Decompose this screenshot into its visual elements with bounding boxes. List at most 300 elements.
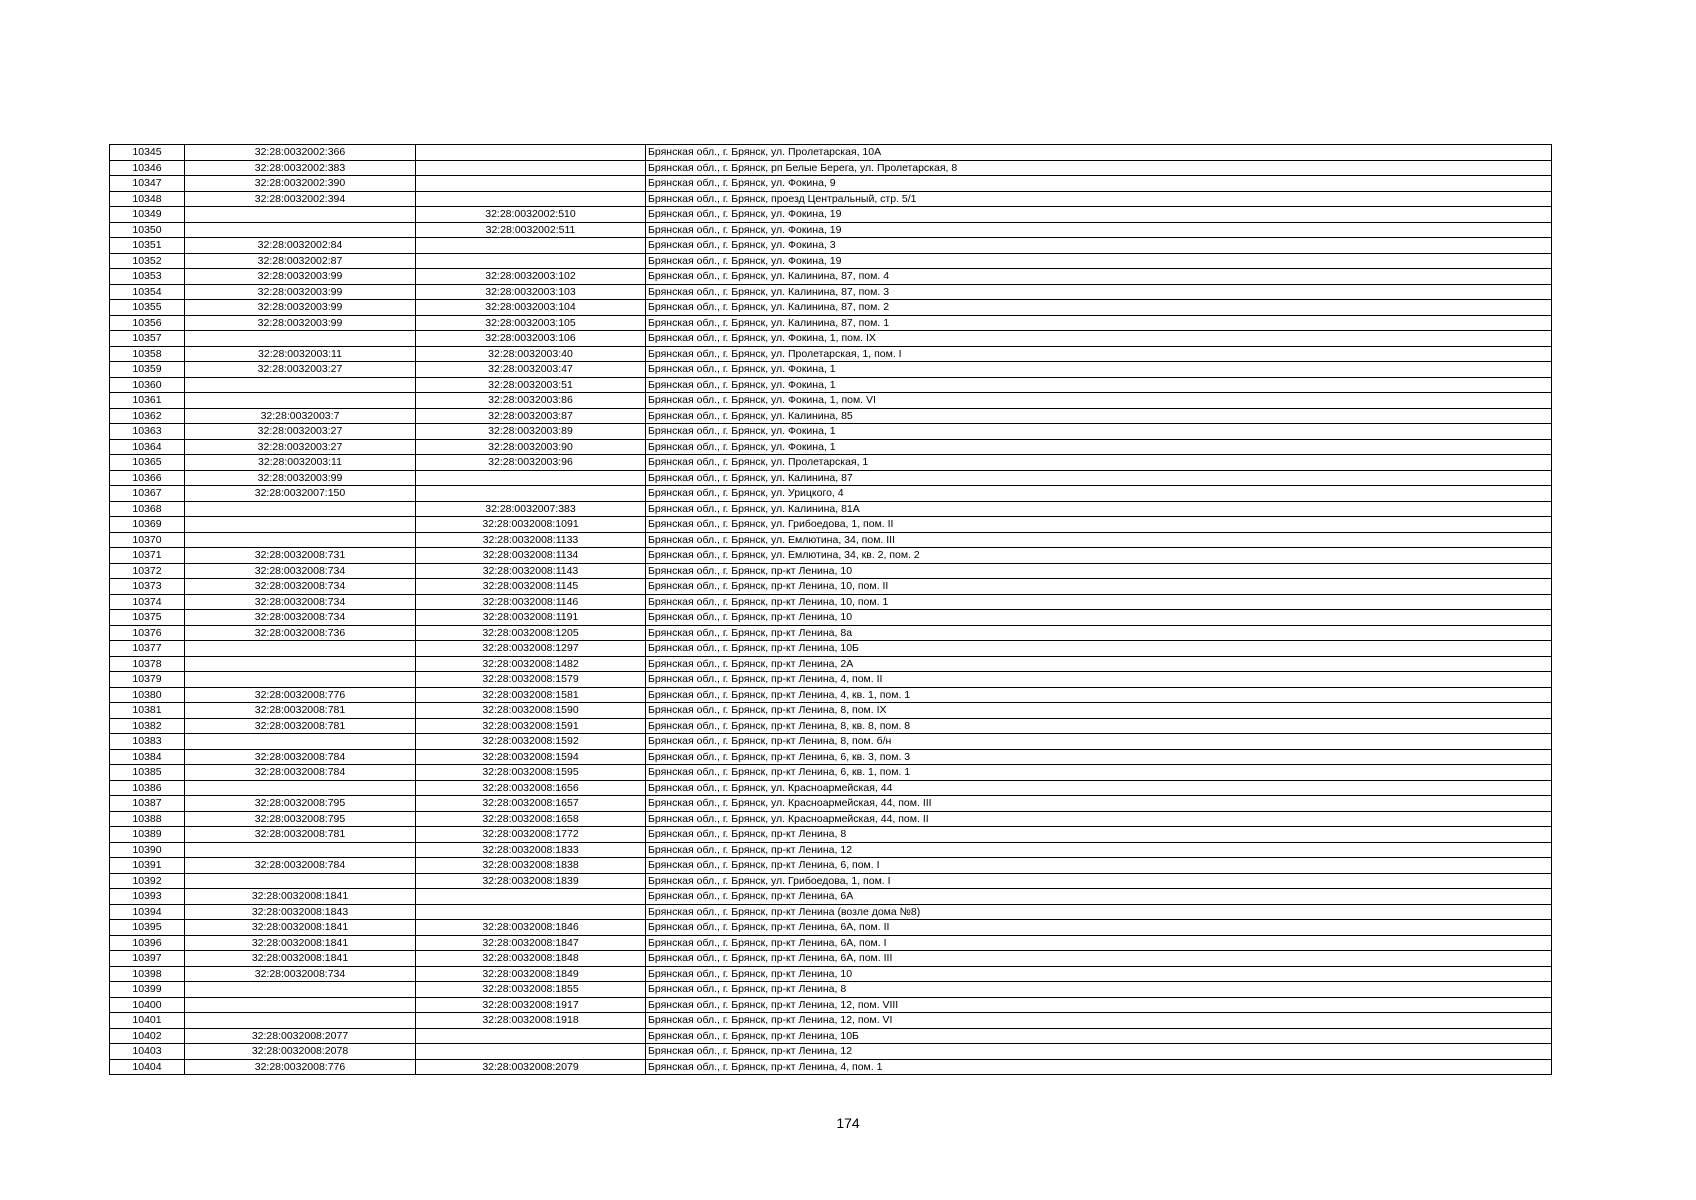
row-number-cell: 10358 xyxy=(110,346,185,362)
row-number-cell: 10352 xyxy=(110,253,185,269)
address-cell: Брянская обл., г. Брянск, ул. Емлютина, 34, пом. III xyxy=(646,532,1552,548)
row-number-cell: 10394 xyxy=(110,904,185,920)
table-row xyxy=(110,362,1552,378)
cadastral-number-cell: 32:28:0032008:734 xyxy=(185,610,416,626)
premises-cadastral-number-cell: 32:28:0032008:1594 xyxy=(416,749,646,765)
table-row xyxy=(110,408,1552,424)
table-row xyxy=(110,579,1552,595)
table-row xyxy=(110,904,1552,920)
table-row xyxy=(110,703,1552,719)
row-number-cell: 10367 xyxy=(110,486,185,502)
premises-cadastral-number-cell: 32:28:0032008:1656 xyxy=(416,780,646,796)
cadastral-number-cell: 32:28:0032008:776 xyxy=(185,1059,416,1075)
address-cell: Брянская обл., г. Брянск, пр-кт Ленина, 8 xyxy=(646,827,1552,843)
premises-cadastral-number-cell: 32:28:0032003:90 xyxy=(416,439,646,455)
cadastral-number-cell: 32:28:0032008:776 xyxy=(185,687,416,703)
cadastral-number-cell xyxy=(185,331,416,347)
premises-cadastral-number-cell xyxy=(416,191,646,207)
cadastral-number-cell: 32:28:0032007:150 xyxy=(185,486,416,502)
address-cell: Брянская обл., г. Брянск, пр-кт Ленина, 8, пом. б/н xyxy=(646,734,1552,750)
premises-cadastral-number-cell: 32:28:0032003:96 xyxy=(416,455,646,471)
cadastral-number-cell xyxy=(185,656,416,672)
premises-cadastral-number-cell xyxy=(416,486,646,502)
address-cell: Брянская обл., г. Брянск, ул. Емлютина, 34, кв. 2, пом. 2 xyxy=(646,548,1552,564)
cadastral-number-cell: 32:28:0032008:781 xyxy=(185,703,416,719)
address-cell: Брянская обл., г. Брянск, пр-кт Ленина (возле дома №8) xyxy=(646,904,1552,920)
premises-cadastral-number-cell: 32:28:0032007:383 xyxy=(416,501,646,517)
row-number-cell: 10364 xyxy=(110,439,185,455)
row-number-cell: 10397 xyxy=(110,951,185,967)
address-cell: Брянская обл., г. Брянск, ул. Грибоедова, 1, пом. II xyxy=(646,517,1552,533)
row-number-cell: 10365 xyxy=(110,455,185,471)
address-cell: Брянская обл., г. Брянск, ул. Фокина, 1 xyxy=(646,424,1552,440)
cadastral-number-cell: 32:28:0032003:99 xyxy=(185,470,416,486)
cadastral-number-cell: 32:28:0032008:1841 xyxy=(185,935,416,951)
row-number-cell: 10401 xyxy=(110,1013,185,1029)
premises-cadastral-number-cell: 32:28:0032008:1849 xyxy=(416,966,646,982)
premises-cadastral-number-cell: 32:28:0032003:105 xyxy=(416,315,646,331)
table-row xyxy=(110,284,1552,300)
premises-cadastral-number-cell: 32:28:0032008:1839 xyxy=(416,873,646,889)
premises-cadastral-number-cell: 32:28:0032002:511 xyxy=(416,222,646,238)
cadastral-number-cell: 32:28:0032008:736 xyxy=(185,625,416,641)
address-cell: Брянская обл., г. Брянск, ул. Пролетарская, 1 xyxy=(646,455,1552,471)
address-cell: Брянская обл., г. Брянск, пр-кт Ленина, 6, пом. I xyxy=(646,858,1552,874)
row-number-cell: 10362 xyxy=(110,408,185,424)
cadastral-number-cell xyxy=(185,873,416,889)
table-row xyxy=(110,300,1552,316)
address-cell: Брянская обл., г. Брянск, ул. Фокина, 19 xyxy=(646,253,1552,269)
table-row xyxy=(110,858,1552,874)
cadastral-number-cell: 32:28:0032008:731 xyxy=(185,548,416,564)
table-row xyxy=(110,470,1552,486)
table-row xyxy=(110,160,1552,176)
address-cell: Брянская обл., г. Брянск, ул. Красноармейская, 44, пом. III xyxy=(646,796,1552,812)
row-number-cell: 10387 xyxy=(110,796,185,812)
row-number-cell: 10345 xyxy=(110,145,185,161)
address-cell: Брянская обл., г. Брянск, ул. Фокина, 1 xyxy=(646,377,1552,393)
row-number-cell: 10390 xyxy=(110,842,185,858)
row-number-cell: 10402 xyxy=(110,1028,185,1044)
cadastral-number-cell xyxy=(185,532,416,548)
table-row xyxy=(110,734,1552,750)
row-number-cell: 10368 xyxy=(110,501,185,517)
registry-table-body xyxy=(110,145,1552,1075)
table-row xyxy=(110,641,1552,657)
row-number-cell: 10347 xyxy=(110,176,185,192)
address-cell: Брянская обл., г. Брянск, пр-кт Ленина, 6, кв. 3, пом. 3 xyxy=(646,749,1552,765)
address-cell: Брянская обл., г. Брянск, пр-кт Ленина, 6А, пом. II xyxy=(646,920,1552,936)
premises-cadastral-number-cell: 32:28:0032008:1146 xyxy=(416,594,646,610)
address-cell: Брянская обл., г. Брянск, пр-кт Ленина, 6А, пом. III xyxy=(646,951,1552,967)
cadastral-number-cell xyxy=(185,672,416,688)
premises-cadastral-number-cell: 32:28:0032008:1772 xyxy=(416,827,646,843)
premises-cadastral-number-cell: 32:28:0032008:1145 xyxy=(416,579,646,595)
address-cell: Брянская обл., г. Брянск, пр-кт Ленина, 8а xyxy=(646,625,1552,641)
cadastral-number-cell: 32:28:0032003:99 xyxy=(185,269,416,285)
table-row xyxy=(110,517,1552,533)
premises-cadastral-number-cell: 32:28:0032003:104 xyxy=(416,300,646,316)
premises-cadastral-number-cell: 32:28:0032008:1134 xyxy=(416,548,646,564)
table-row xyxy=(110,997,1552,1013)
cadastral-number-cell xyxy=(185,1013,416,1029)
page-number: 174 xyxy=(836,1115,860,1131)
address-cell: Брянская обл., г. Брянск, пр-кт Ленина, 10 xyxy=(646,610,1552,626)
table-row xyxy=(110,1059,1552,1075)
address-cell: Брянская обл., г. Брянск, ул. Фокина, 1, пом. VI xyxy=(646,393,1552,409)
row-number-cell: 10403 xyxy=(110,1044,185,1060)
cadastral-number-cell xyxy=(185,207,416,223)
cadastral-number-cell xyxy=(185,780,416,796)
address-cell: Брянская обл., г. Брянск, ул. Калинина, 81А xyxy=(646,501,1552,517)
cadastral-number-cell: 32:28:0032002:390 xyxy=(185,176,416,192)
address-cell: Брянская обл., г. Брянск, пр-кт Ленина, 4, пом. 1 xyxy=(646,1059,1552,1075)
address-cell: Брянская обл., г. Брянск, пр-кт Ленина, 4, кв. 1, пом. 1 xyxy=(646,687,1552,703)
table-row xyxy=(110,780,1552,796)
premises-cadastral-number-cell xyxy=(416,904,646,920)
registry-table-container xyxy=(109,144,1551,1075)
table-row xyxy=(110,346,1552,362)
address-cell: Брянская обл., г. Брянск, ул. Пролетарская, 10А xyxy=(646,145,1552,161)
cadastral-number-cell xyxy=(185,501,416,517)
table-row xyxy=(110,315,1552,331)
address-cell: Брянская обл., г. Брянск, пр-кт Ленина, 10, пом. 1 xyxy=(646,594,1552,610)
cadastral-number-cell: 32:28:0032008:2078 xyxy=(185,1044,416,1060)
row-number-cell: 10386 xyxy=(110,780,185,796)
address-cell: Брянская обл., г. Брянск, ул. Грибоедова, 1, пом. I xyxy=(646,873,1552,889)
premises-cadastral-number-cell: 32:28:0032003:89 xyxy=(416,424,646,440)
premises-cadastral-number-cell: 32:28:0032008:1847 xyxy=(416,935,646,951)
table-row xyxy=(110,222,1552,238)
cadastral-number-cell: 32:28:0032008:1841 xyxy=(185,951,416,967)
address-cell: Брянская обл., г. Брянск, ул. Красноармейская, 44 xyxy=(646,780,1552,796)
address-cell: Брянская обл., г. Брянск, проезд Центральный, стр. 5/1 xyxy=(646,191,1552,207)
address-cell: Брянская обл., г. Брянск, ул. Калинина, 87, пом. 1 xyxy=(646,315,1552,331)
table-row xyxy=(110,951,1552,967)
row-number-cell: 10346 xyxy=(110,160,185,176)
cadastral-number-cell xyxy=(185,222,416,238)
row-number-cell: 10378 xyxy=(110,656,185,672)
table-row xyxy=(110,207,1552,223)
cadastral-number-cell: 32:28:0032003:27 xyxy=(185,439,416,455)
premises-cadastral-number-cell xyxy=(416,145,646,161)
row-number-cell: 10359 xyxy=(110,362,185,378)
address-cell: Брянская обл., г. Брянск, ул. Калинина, 87, пом. 3 xyxy=(646,284,1552,300)
premises-cadastral-number-cell xyxy=(416,238,646,254)
premises-cadastral-number-cell xyxy=(416,889,646,905)
address-cell: Брянская обл., г. Брянск, пр-кт Ленина, 12, пом. VIII xyxy=(646,997,1552,1013)
premises-cadastral-number-cell: 32:28:0032003:103 xyxy=(416,284,646,300)
table-row xyxy=(110,532,1552,548)
row-number-cell: 10372 xyxy=(110,563,185,579)
cadastral-number-cell: 32:28:0032003:99 xyxy=(185,315,416,331)
row-number-cell: 10348 xyxy=(110,191,185,207)
address-cell: Брянская обл., г. Брянск, пр-кт Ленина, 10, пом. II xyxy=(646,579,1552,595)
premises-cadastral-number-cell: 32:28:0032008:1482 xyxy=(416,656,646,672)
premises-cadastral-number-cell: 32:28:0032003:86 xyxy=(416,393,646,409)
table-row xyxy=(110,842,1552,858)
cadastral-number-cell: 32:28:0032008:795 xyxy=(185,796,416,812)
address-cell: Брянская обл., г. Брянск, пр-кт Ленина, 12, пом. VI xyxy=(646,1013,1552,1029)
cadastral-number-cell: 32:28:0032008:1841 xyxy=(185,889,416,905)
row-number-cell: 10351 xyxy=(110,238,185,254)
table-row xyxy=(110,610,1552,626)
table-row xyxy=(110,935,1552,951)
premises-cadastral-number-cell: 32:28:0032008:1838 xyxy=(416,858,646,874)
address-cell: Брянская обл., г. Брянск, пр-кт Ленина, 10Б xyxy=(646,1028,1552,1044)
address-cell: Брянская обл., г. Брянск, пр-кт Ленина, 6, кв. 1, пом. 1 xyxy=(646,765,1552,781)
cadastral-number-cell: 32:28:0032003:7 xyxy=(185,408,416,424)
cadastral-number-cell: 32:28:0032008:781 xyxy=(185,718,416,734)
row-number-cell: 10361 xyxy=(110,393,185,409)
cadastral-number-cell xyxy=(185,377,416,393)
table-row xyxy=(110,625,1552,641)
premises-cadastral-number-cell: 32:28:0032008:1918 xyxy=(416,1013,646,1029)
premises-cadastral-number-cell: 32:28:0032008:1579 xyxy=(416,672,646,688)
table-row xyxy=(110,563,1552,579)
table-row xyxy=(110,269,1552,285)
premises-cadastral-number-cell: 32:28:0032008:1143 xyxy=(416,563,646,579)
table-row xyxy=(110,827,1552,843)
premises-cadastral-number-cell: 32:28:0032008:1848 xyxy=(416,951,646,967)
premises-cadastral-number-cell xyxy=(416,1028,646,1044)
table-row xyxy=(110,1013,1552,1029)
cadastral-number-cell xyxy=(185,517,416,533)
cadastral-number-cell xyxy=(185,842,416,858)
cadastral-number-cell: 32:28:0032003:11 xyxy=(185,455,416,471)
table-row xyxy=(110,966,1552,982)
cadastral-number-cell: 32:28:0032008:2077 xyxy=(185,1028,416,1044)
cadastral-number-cell: 32:28:0032008:734 xyxy=(185,966,416,982)
premises-cadastral-number-cell: 32:28:0032008:1595 xyxy=(416,765,646,781)
address-cell: Брянская обл., г. Брянск, ул. Красноармейская, 44, пом. II xyxy=(646,811,1552,827)
row-number-cell: 10350 xyxy=(110,222,185,238)
address-cell: Брянская обл., г. Брянск, пр-кт Ленина, 6А xyxy=(646,889,1552,905)
premises-cadastral-number-cell: 32:28:0032008:2079 xyxy=(416,1059,646,1075)
address-cell: Брянская обл., г. Брянск, ул. Пролетарская, 1, пом. I xyxy=(646,346,1552,362)
cadastral-number-cell: 32:28:0032002:366 xyxy=(185,145,416,161)
row-number-cell: 10349 xyxy=(110,207,185,223)
table-row xyxy=(110,238,1552,254)
premises-cadastral-number-cell: 32:28:0032008:1581 xyxy=(416,687,646,703)
address-cell: Брянская обл., г. Брянск, ул. Фокина, 3 xyxy=(646,238,1552,254)
table-row xyxy=(110,873,1552,889)
table-row xyxy=(110,687,1552,703)
address-cell: Брянская обл., г. Брянск, ул. Фокина, 19 xyxy=(646,207,1552,223)
address-cell: Брянская обл., г. Брянск, пр-кт Ленина, 10 xyxy=(646,966,1552,982)
row-number-cell: 10376 xyxy=(110,625,185,641)
address-cell: Брянская обл., г. Брянск, пр-кт Ленина, 12 xyxy=(646,842,1552,858)
address-cell: Брянская обл., г. Брянск, пр-кт Ленина, 12 xyxy=(646,1044,1552,1060)
address-cell: Брянская обл., г. Брянск, пр-кт Ленина, 6А, пом. I xyxy=(646,935,1552,951)
cadastral-number-cell: 32:28:0032008:784 xyxy=(185,858,416,874)
address-cell: Брянская обл., г. Брянск, ул. Урицкого, 4 xyxy=(646,486,1552,502)
premises-cadastral-number-cell: 32:28:0032003:102 xyxy=(416,269,646,285)
premises-cadastral-number-cell: 32:28:0032003:40 xyxy=(416,346,646,362)
premises-cadastral-number-cell: 32:28:0032008:1846 xyxy=(416,920,646,936)
row-number-cell: 10356 xyxy=(110,315,185,331)
premises-cadastral-number-cell: 32:28:0032003:106 xyxy=(416,331,646,347)
cadastral-number-cell xyxy=(185,734,416,750)
premises-cadastral-number-cell: 32:28:0032008:1297 xyxy=(416,641,646,657)
premises-cadastral-number-cell: 32:28:0032008:1833 xyxy=(416,842,646,858)
premises-cadastral-number-cell: 32:28:0032008:1590 xyxy=(416,703,646,719)
cadastral-number-cell: 32:28:0032008:784 xyxy=(185,765,416,781)
address-cell: Брянская обл., г. Брянск, ул. Фокина, 1 xyxy=(646,439,1552,455)
cadastral-number-cell: 32:28:0032008:734 xyxy=(185,579,416,595)
table-row xyxy=(110,889,1552,905)
cadastral-number-cell: 32:28:0032003:99 xyxy=(185,284,416,300)
cadastral-number-cell: 32:28:0032008:1841 xyxy=(185,920,416,936)
row-number-cell: 10353 xyxy=(110,269,185,285)
address-cell: Брянская обл., г. Брянск, ул. Фокина, 19 xyxy=(646,222,1552,238)
address-cell: Брянская обл., г. Брянск, ул. Калинина, 87, пом. 2 xyxy=(646,300,1552,316)
address-cell: Брянская обл., г. Брянск, пр-кт Ленина, 8, пом. IX xyxy=(646,703,1552,719)
row-number-cell: 10374 xyxy=(110,594,185,610)
row-number-cell: 10366 xyxy=(110,470,185,486)
cadastral-number-cell: 32:28:0032008:734 xyxy=(185,594,416,610)
row-number-cell: 10391 xyxy=(110,858,185,874)
row-number-cell: 10363 xyxy=(110,424,185,440)
row-number-cell: 10382 xyxy=(110,718,185,734)
cadastral-number-cell: 32:28:0032002:394 xyxy=(185,191,416,207)
premises-cadastral-number-cell: 32:28:0032003:51 xyxy=(416,377,646,393)
premises-cadastral-number-cell xyxy=(416,253,646,269)
address-cell: Брянская обл., г. Брянск, пр-кт Ленина, 8, кв. 8, пом. 8 xyxy=(646,718,1552,734)
table-row xyxy=(110,1044,1552,1060)
cadastral-number-cell: 32:28:0032003:11 xyxy=(185,346,416,362)
row-number-cell: 10369 xyxy=(110,517,185,533)
address-cell: Брянская обл., г. Брянск, ул. Фокина, 9 xyxy=(646,176,1552,192)
premises-cadastral-number-cell: 32:28:0032008:1855 xyxy=(416,982,646,998)
address-cell: Брянская обл., г. Брянск, пр-кт Ленина, 4, пом. II xyxy=(646,672,1552,688)
table-row xyxy=(110,749,1552,765)
row-number-cell: 10399 xyxy=(110,982,185,998)
cadastral-number-cell: 32:28:0032008:795 xyxy=(185,811,416,827)
table-row xyxy=(110,455,1552,471)
row-number-cell: 10375 xyxy=(110,610,185,626)
row-number-cell: 10400 xyxy=(110,997,185,1013)
cadastral-number-cell xyxy=(185,393,416,409)
table-row xyxy=(110,594,1552,610)
row-number-cell: 10392 xyxy=(110,873,185,889)
table-row xyxy=(110,765,1552,781)
cadastral-number-cell xyxy=(185,997,416,1013)
row-number-cell: 10404 xyxy=(110,1059,185,1075)
premises-cadastral-number-cell: 32:28:0032003:47 xyxy=(416,362,646,378)
row-number-cell: 10373 xyxy=(110,579,185,595)
row-number-cell: 10355 xyxy=(110,300,185,316)
cadastral-number-cell xyxy=(185,982,416,998)
cadastral-number-cell xyxy=(185,641,416,657)
row-number-cell: 10388 xyxy=(110,811,185,827)
table-row xyxy=(110,393,1552,409)
address-cell: Брянская обл., г. Брянск, ул. Фокина, 1, пом. IX xyxy=(646,331,1552,347)
table-row xyxy=(110,672,1552,688)
cadastral-number-cell: 32:28:0032008:1843 xyxy=(185,904,416,920)
premises-cadastral-number-cell xyxy=(416,470,646,486)
row-number-cell: 10385 xyxy=(110,765,185,781)
cadastral-number-cell: 32:28:0032003:99 xyxy=(185,300,416,316)
table-row xyxy=(110,718,1552,734)
premises-cadastral-number-cell: 32:28:0032008:1591 xyxy=(416,718,646,734)
premises-cadastral-number-cell: 32:28:0032008:1091 xyxy=(416,517,646,533)
row-number-cell: 10357 xyxy=(110,331,185,347)
address-cell: Брянская обл., г. Брянск, пр-кт Ленина, 2А xyxy=(646,656,1552,672)
table-row xyxy=(110,424,1552,440)
table-row xyxy=(110,145,1552,161)
table-row xyxy=(110,796,1552,812)
row-number-cell: 10395 xyxy=(110,920,185,936)
premises-cadastral-number-cell: 32:28:0032008:1592 xyxy=(416,734,646,750)
table-row xyxy=(110,811,1552,827)
row-number-cell: 10384 xyxy=(110,749,185,765)
table-row xyxy=(110,191,1552,207)
cadastral-number-cell: 32:28:0032003:27 xyxy=(185,424,416,440)
cadastral-number-cell: 32:28:0032002:383 xyxy=(185,160,416,176)
cadastral-number-cell: 32:28:0032003:27 xyxy=(185,362,416,378)
row-number-cell: 10398 xyxy=(110,966,185,982)
premises-cadastral-number-cell: 32:28:0032008:1658 xyxy=(416,811,646,827)
cadastral-number-cell: 32:28:0032008:734 xyxy=(185,563,416,579)
table-row xyxy=(110,377,1552,393)
row-number-cell: 10380 xyxy=(110,687,185,703)
row-number-cell: 10383 xyxy=(110,734,185,750)
row-number-cell: 10371 xyxy=(110,548,185,564)
table-row xyxy=(110,501,1552,517)
address-cell: Брянская обл., г. Брянск, ул. Фокина, 1 xyxy=(646,362,1552,378)
row-number-cell: 10389 xyxy=(110,827,185,843)
row-number-cell: 10360 xyxy=(110,377,185,393)
table-row xyxy=(110,982,1552,998)
address-cell: Брянская обл., г. Брянск, ул. Калинина, 85 xyxy=(646,408,1552,424)
address-cell: Брянская обл., г. Брянск, ул. Калинина, 87, пом. 4 xyxy=(646,269,1552,285)
table-row xyxy=(110,439,1552,455)
premises-cadastral-number-cell: 32:28:0032008:1205 xyxy=(416,625,646,641)
row-number-cell: 10370 xyxy=(110,532,185,548)
table-row xyxy=(110,656,1552,672)
premises-cadastral-number-cell: 32:28:0032002:510 xyxy=(416,207,646,223)
cadastral-number-cell: 32:28:0032002:84 xyxy=(185,238,416,254)
row-number-cell: 10393 xyxy=(110,889,185,905)
row-number-cell: 10354 xyxy=(110,284,185,300)
cadastral-number-cell: 32:28:0032008:781 xyxy=(185,827,416,843)
premises-cadastral-number-cell: 32:28:0032008:1657 xyxy=(416,796,646,812)
table-row xyxy=(110,486,1552,502)
address-cell: Брянская обл., г. Брянск, пр-кт Ленина, 10 xyxy=(646,563,1552,579)
table-row xyxy=(110,1028,1552,1044)
address-cell: Брянская обл., г. Брянск, ул. Калинина, 87 xyxy=(646,470,1552,486)
premises-cadastral-number-cell: 32:28:0032008:1191 xyxy=(416,610,646,626)
premises-cadastral-number-cell: 32:28:0032008:1133 xyxy=(416,532,646,548)
table-row xyxy=(110,331,1552,347)
table-row xyxy=(110,176,1552,192)
row-number-cell: 10381 xyxy=(110,703,185,719)
premises-cadastral-number-cell: 32:28:0032008:1917 xyxy=(416,997,646,1013)
premises-cadastral-number-cell: 32:28:0032003:87 xyxy=(416,408,646,424)
cadastral-number-cell: 32:28:0032002:87 xyxy=(185,253,416,269)
address-cell: Брянская обл., г. Брянск, рп Белые Берега, ул. Пролетарская, 8 xyxy=(646,160,1552,176)
premises-cadastral-number-cell xyxy=(416,1044,646,1060)
row-number-cell: 10377 xyxy=(110,641,185,657)
row-number-cell: 10396 xyxy=(110,935,185,951)
row-number-cell: 10379 xyxy=(110,672,185,688)
cadastral-number-cell: 32:28:0032008:784 xyxy=(185,749,416,765)
table-row xyxy=(110,253,1552,269)
premises-cadastral-number-cell xyxy=(416,176,646,192)
table-row xyxy=(110,548,1552,564)
table-row xyxy=(110,920,1552,936)
